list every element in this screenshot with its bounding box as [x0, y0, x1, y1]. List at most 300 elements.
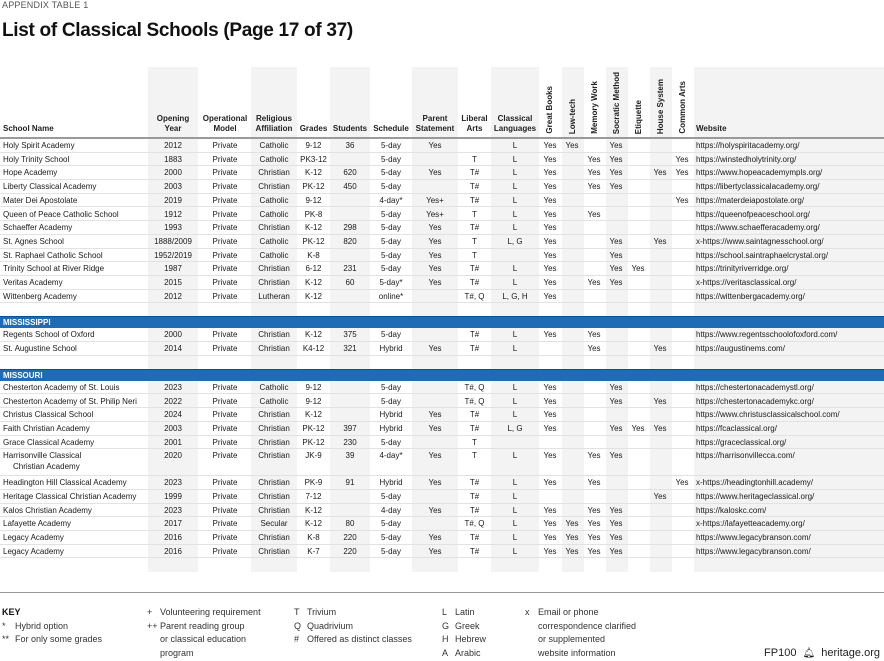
gb-cell: Yes — [543, 546, 557, 556]
year-cell: 1987 — [164, 264, 182, 274]
schedule-cell: 5-day — [380, 223, 401, 233]
sm-cell: Yes — [609, 250, 623, 260]
gb-cell: Yes — [543, 410, 557, 420]
mw-cell: Yes — [587, 478, 601, 488]
year-cell: 2012 — [164, 291, 182, 301]
affil-cell: Lutheran — [258, 291, 290, 301]
grades-cell: PK-9 — [304, 478, 323, 488]
website-link[interactable]: https://www.heritageclassical.org/ — [696, 492, 815, 501]
sm-cell: Yes — [609, 141, 623, 150]
model-cell: Private — [212, 437, 238, 447]
year-cell: 1952/2019 — [154, 250, 192, 260]
year-cell: 2016 — [164, 546, 182, 556]
key-item: L Latin — [442, 607, 475, 617]
liberal-cell: T#, Q — [464, 291, 485, 301]
model-cell: Private — [212, 505, 238, 515]
affil-cell: Christian — [258, 423, 290, 433]
students-cell: 36 — [345, 141, 355, 150]
parent-cell: Yes+ — [426, 195, 444, 205]
liberty-bell-icon: 🔔︎ — [802, 648, 816, 659]
website-link[interactable]: https://chestertonacademykc.org/ — [696, 396, 814, 406]
school-name-cell: St. Agnes School — [3, 236, 64, 246]
year-cell: 2023 — [164, 505, 182, 515]
school-name-cell: Headington Hill Classical Academy — [3, 478, 127, 488]
lang-cell: L, G, H — [502, 291, 528, 301]
hs-cell: Yes — [653, 492, 667, 501]
table-row — [0, 342, 884, 356]
year-cell: 2000 — [164, 330, 182, 340]
key-item: * Hybrid option — [2, 620, 69, 631]
sm-cell: Yes — [609, 236, 623, 246]
school-name-cell: Christus Classical School — [3, 410, 94, 420]
affil-cell: Catholic — [259, 382, 289, 392]
header-opening-year: Opening Year — [156, 114, 190, 133]
table-row — [0, 290, 884, 304]
table-row — [0, 328, 884, 342]
affil-cell: Christian — [258, 278, 290, 287]
website-link[interactable]: https://harrisonvillecca.com/ — [696, 451, 795, 461]
affil-cell: Catholic — [259, 195, 289, 205]
header-operational-model: Operational Model — [202, 114, 248, 133]
parent-cell: Yes — [428, 141, 442, 150]
affil-cell: Christian — [258, 330, 290, 340]
grades-cell: K-12 — [305, 505, 322, 515]
ca-cell: Yes — [675, 478, 689, 488]
schedule-cell: online* — [378, 291, 404, 301]
parent-cell: Yes — [428, 250, 442, 260]
table-row — [0, 476, 884, 490]
model-cell: Private — [212, 236, 238, 246]
gb-cell: Yes — [543, 396, 557, 406]
table-header — [0, 67, 884, 137]
grades-cell: PK-12 — [302, 236, 325, 246]
liberal-cell: T# — [469, 478, 480, 488]
schedule-cell: 5-day — [380, 182, 401, 192]
table-row — [0, 504, 884, 518]
parent-cell: Yes — [428, 264, 442, 274]
website-link[interactable]: https://holyspiritacademy.org/ — [696, 141, 800, 150]
model-cell: Private — [212, 209, 238, 219]
lang-cell: L — [512, 168, 518, 178]
et-cell: Yes — [631, 423, 645, 433]
year-cell: 2000 — [164, 168, 182, 178]
header-website: Website — [696, 124, 727, 133]
school-name-cell: St. Augustine School — [3, 344, 77, 354]
grades-cell: PK-12 — [302, 423, 325, 433]
model-cell: Private — [212, 533, 238, 543]
grades-cell: 9-12 — [305, 195, 322, 205]
key-item-cont: correspondence clarified — [538, 620, 637, 631]
gb-cell: Yes — [543, 291, 557, 301]
website-link[interactable]: https://augustinems.com/ — [696, 344, 785, 354]
lang-cell: L — [512, 344, 518, 354]
mw-cell: Yes — [587, 278, 601, 287]
year-cell: 2003 — [164, 423, 182, 433]
affil-cell: Christian — [258, 437, 290, 447]
schedule-cell: 5-day — [380, 154, 401, 164]
website-link[interactable]: https://www.regentsschoolofoxford.com/ — [696, 330, 838, 340]
website-link[interactable]: https://libertyclassicalacademy.org/ — [696, 182, 820, 192]
gb-cell: Yes — [543, 330, 557, 340]
parent-cell: Yes — [428, 505, 442, 515]
year-cell: 2019 — [164, 195, 182, 205]
website-link[interactable]: https://www.hopeacademympls.org/ — [696, 168, 823, 178]
schedule-cell: 5-day — [380, 533, 401, 543]
liberal-cell: T#, Q — [464, 382, 485, 392]
liberal-cell: T# — [469, 264, 480, 274]
liberal-cell: T#, Q — [464, 396, 485, 406]
lt-cell: Yes — [565, 141, 579, 150]
header-parent-statement: Parent Statement — [415, 114, 455, 133]
table-row — [0, 166, 884, 180]
gb-cell: Yes — [543, 533, 557, 543]
model-cell: Private — [212, 330, 238, 340]
lang-cell: L — [512, 519, 518, 529]
key-item: ++ Parent reading group — [147, 620, 245, 631]
liberal-cell: T# — [469, 182, 480, 192]
parent-cell: Yes — [428, 168, 442, 178]
grades-cell: K-8 — [307, 533, 320, 543]
schedule-cell: 5-day — [380, 519, 401, 529]
gb-cell: Yes — [543, 519, 557, 529]
website-link[interactable]: https://www.schaefferacademy.org/ — [696, 223, 820, 233]
schedule-cell: 5-day — [380, 546, 401, 556]
website-link[interactable]: https://queenofpeaceschool.org/ — [696, 209, 810, 219]
model-cell: Private — [212, 141, 238, 150]
schedule-cell: 5-day — [380, 330, 401, 340]
model-cell: Private — [212, 154, 238, 164]
affil-cell: Catholic — [259, 154, 289, 164]
lang-cell: L — [512, 546, 518, 556]
table-row — [0, 262, 884, 276]
table-row — [0, 153, 884, 167]
website-link[interactable]: https://www.christusclassicalschool.com/ — [696, 410, 840, 420]
header-low-tech: Low-tech — [568, 98, 577, 134]
grades-cell: PK-12 — [302, 182, 325, 192]
students-cell: 60 — [345, 278, 355, 287]
website-link[interactable]: x-https://lafayetteacademy.org/ — [696, 519, 805, 529]
grades-cell: 7-12 — [305, 492, 322, 501]
schedule-cell: 4-day — [380, 505, 401, 515]
schedule-cell: 5-day — [380, 437, 401, 447]
liberal-cell: T# — [469, 278, 480, 287]
sm-cell: Yes — [609, 278, 623, 287]
footer-brand — [764, 647, 880, 659]
year-cell: 2023 — [164, 382, 182, 392]
sm-cell: Yes — [609, 533, 623, 543]
key-col-2 — [147, 606, 261, 660]
students-cell: 450 — [343, 182, 357, 192]
website-link[interactable]: https://chestertonacademystl.org/ — [696, 382, 814, 392]
key-col-5 — [525, 606, 636, 660]
school-name-cell: Harrisonville Classical Christian Academy — [3, 451, 82, 472]
page-title: List of Classical Schools (Page 17 of 37) — [2, 20, 353, 41]
year-cell: 2001 — [164, 437, 182, 447]
liberal-cell: T# — [469, 492, 480, 501]
affil-cell: Christian — [258, 546, 290, 556]
liberal-cell: T — [472, 236, 477, 246]
table-row — [0, 422, 884, 436]
school-name-cell: Faith Christian Academy — [3, 423, 90, 433]
liberal-cell: T — [472, 154, 477, 164]
website-link[interactable]: https://www.legacybranson.com/ — [696, 533, 811, 543]
table-row — [0, 139, 884, 153]
lang-cell: L — [512, 278, 518, 287]
header-common-arts: Common Arts — [678, 81, 687, 134]
website-link[interactable]: x-https://veritasclassical.org/ — [696, 278, 797, 287]
header-schedule: Schedule — [373, 124, 409, 133]
header-school-name: School Name — [3, 124, 54, 133]
model-cell: Private — [212, 344, 238, 354]
grades-cell: K4-12 — [302, 344, 325, 354]
grades-cell: PK-12 — [302, 437, 325, 447]
mw-cell: Yes — [587, 330, 601, 340]
school-name-cell: Kalos Christian Academy — [3, 505, 92, 515]
sm-cell: Yes — [609, 423, 623, 433]
liberal-cell: T# — [469, 330, 480, 340]
liberal-cell: T — [472, 437, 477, 447]
school-name-cell: Legacy Academy — [3, 533, 64, 543]
mw-cell: Yes — [587, 209, 601, 219]
sm-cell: Yes — [609, 382, 623, 392]
students-cell: 620 — [343, 168, 357, 178]
section-header-missouri — [0, 369, 884, 381]
lang-cell: L — [512, 182, 518, 192]
schedule-cell: 5-day — [380, 264, 401, 274]
liberal-cell: T# — [469, 533, 480, 543]
gb-cell: Yes — [543, 223, 557, 233]
students-cell: 231 — [343, 264, 357, 274]
parent-cell: Yes — [428, 223, 442, 233]
schedule-cell: 5-day — [380, 396, 401, 406]
affil-cell: Christian — [258, 505, 290, 515]
affil-cell: Catholic — [259, 141, 289, 150]
parent-cell: Yes — [428, 451, 442, 461]
header-memory-work: Memory Work — [590, 81, 599, 134]
affil-cell: Secular — [260, 519, 288, 529]
liberal-cell: T — [472, 250, 477, 260]
header-religious-affiliation: Religious Affiliation — [255, 114, 293, 133]
affil-cell: Christian — [258, 533, 290, 543]
header-liberal-arts: Liberal Arts — [461, 114, 488, 133]
model-cell: Private — [212, 546, 238, 556]
table-row — [0, 436, 884, 450]
students-cell: 91 — [345, 478, 355, 488]
lang-cell: L — [512, 396, 518, 406]
year-cell: 2017 — [164, 519, 182, 529]
grades-cell: PK3-12 — [300, 154, 327, 164]
header-socratic-method: Socratic Method — [612, 71, 621, 134]
website-link[interactable]: https://wittenbergacademy.org/ — [696, 291, 805, 301]
school-name-cell: Liberty Classical Academy — [3, 182, 97, 192]
key-item: # Offered as distinct classes — [294, 634, 412, 644]
parent-cell: Yes — [428, 546, 442, 556]
table-row — [0, 395, 884, 409]
lang-cell: L, G — [507, 236, 523, 246]
table-row — [0, 194, 884, 208]
website-link[interactable]: x-https://www.saintagnesschool.org/ — [696, 236, 824, 246]
footer-rule — [0, 592, 884, 593]
table-row — [0, 449, 884, 476]
model-cell: Private — [212, 264, 238, 274]
school-name-cell: Chesterton Academy of St. Louis — [3, 382, 120, 392]
site-link[interactable]: heritage.org — [821, 647, 880, 659]
grades-cell: K-12 — [305, 168, 322, 178]
gb-cell: Yes — [543, 209, 557, 219]
key-item-cont: or classical education — [160, 634, 247, 644]
model-cell: Private — [212, 168, 238, 178]
sm-cell: Yes — [609, 396, 623, 406]
eyebrow-label: APPENDIX TABLE 1 — [2, 0, 89, 10]
year-cell: 2024 — [164, 410, 182, 420]
school-name-cell: Heritage Classical Christian Academy — [3, 492, 137, 501]
affil-cell: Christian — [258, 451, 290, 461]
mw-cell: Yes — [587, 519, 601, 529]
model-cell: Private — [212, 195, 238, 205]
website-link[interactable]: https://graceclassical.org/ — [696, 437, 787, 447]
affil-cell: Christian — [258, 168, 290, 178]
table-row — [0, 180, 884, 194]
school-name-cell: Grace Classical Academy — [3, 437, 95, 447]
school-name-cell: Schaeffer Academy — [3, 223, 73, 233]
ca-cell: Yes — [675, 154, 689, 164]
affil-cell: Catholic — [259, 396, 289, 406]
year-cell: 1999 — [164, 492, 182, 501]
liberal-cell: T# — [469, 505, 480, 515]
website-link[interactable]: https://winstedholytrinity.org/ — [696, 154, 797, 164]
year-cell: 1883 — [164, 154, 182, 164]
schedule-cell: Hybrid — [379, 344, 403, 354]
model-cell: Private — [212, 291, 238, 301]
hs-cell: Yes — [653, 236, 667, 246]
liberal-cell: T# — [469, 195, 480, 205]
year-cell: 2014 — [164, 344, 182, 354]
liberal-cell: T# — [469, 344, 480, 354]
year-cell: 1888/2009 — [154, 236, 192, 246]
liberal-cell: T# — [469, 423, 480, 433]
mw-cell: Yes — [587, 546, 601, 556]
affil-cell: Catholic — [259, 236, 289, 246]
lang-cell: L — [512, 492, 518, 501]
gb-cell: Yes — [543, 423, 557, 433]
school-name-cell: Trinity School at River Ridge — [3, 264, 105, 274]
students-cell: 220 — [343, 546, 357, 556]
sm-cell: Yes — [609, 546, 623, 556]
sm-cell: Yes — [609, 264, 623, 274]
header-great-books: Great Books — [545, 86, 554, 134]
model-cell: Private — [212, 451, 238, 461]
table-row — [0, 490, 884, 504]
key-col-3 — [294, 606, 412, 647]
model-cell: Private — [212, 519, 238, 529]
table-row — [0, 249, 884, 263]
et-cell: Yes — [631, 264, 645, 274]
lang-cell: L — [512, 478, 518, 488]
affil-cell: Christian — [258, 223, 290, 233]
model-cell: Private — [212, 182, 238, 192]
grades-cell: K-12 — [305, 223, 322, 233]
section-state-label: MISSOURI — [3, 370, 43, 380]
year-cell: 2022 — [164, 396, 182, 406]
schedule-cell: 5-day — [380, 492, 401, 501]
gb-cell: Yes — [543, 264, 557, 274]
table-row — [0, 531, 884, 545]
students-cell: 220 — [343, 533, 357, 543]
students-cell: 298 — [343, 223, 357, 233]
key-item: H Hebrew — [442, 634, 487, 644]
website-link[interactable]: https://trinityriverridge.org/ — [696, 264, 789, 274]
gb-cell: Yes — [543, 250, 557, 260]
model-cell: Private — [212, 410, 238, 420]
liberal-cell: T — [472, 451, 477, 461]
header-grades: Grades — [299, 124, 328, 133]
schedule-cell: 5-day — [380, 236, 401, 246]
school-name-cell: Legacy Academy — [3, 546, 64, 556]
gb-cell: Yes — [543, 168, 557, 178]
lt-cell: Yes — [565, 546, 579, 556]
table-row — [0, 276, 884, 290]
affil-cell: Catholic — [259, 209, 289, 219]
grades-cell: 9-12 — [305, 141, 322, 150]
students-cell: 80 — [345, 519, 355, 529]
year-cell: 2020 — [164, 451, 182, 461]
gb-cell: Yes — [543, 278, 557, 287]
sm-cell: Yes — [609, 519, 623, 529]
website-link[interactable]: x-https://headingtonhill.academy/ — [696, 478, 813, 488]
mw-cell: Yes — [587, 533, 601, 543]
gb-cell: Yes — [543, 141, 557, 150]
affil-cell: Catholic — [259, 250, 289, 260]
website-link[interactable]: https://kaloskc.com/ — [696, 505, 767, 515]
sm-cell: Yes — [609, 168, 623, 178]
table-row — [0, 517, 884, 531]
parent-cell: Yes — [428, 533, 442, 543]
section-state-label: MISSISSIPPI — [3, 318, 51, 328]
key-item: ** For only some grades — [2, 634, 103, 644]
table-row — [0, 235, 884, 249]
schedule-cell: 5-day — [380, 382, 401, 392]
school-name-cell: Lafayette Academy — [3, 519, 72, 529]
year-cell: 2023 — [164, 478, 182, 488]
gb-cell: Yes — [543, 182, 557, 192]
website-link[interactable]: https://school.saintraphaelcrystal.org/ — [696, 250, 829, 260]
schedule-cell: Hybrid — [379, 478, 403, 488]
school-name-cell: Queen of Peace Catholic School — [3, 209, 119, 219]
schedule-cell: Hybrid — [379, 423, 403, 433]
website-link[interactable]: https://fcaclassical.org/ — [696, 423, 777, 433]
table-row — [0, 381, 884, 395]
mw-cell: Yes — [587, 344, 601, 354]
lang-cell: L — [512, 209, 518, 219]
year-cell: 2015 — [164, 278, 182, 287]
affil-cell: Christian — [258, 344, 290, 354]
key-title: KEY — [2, 607, 21, 617]
lang-cell: L — [512, 195, 518, 205]
lang-cell: L — [512, 264, 518, 274]
gb-cell: Yes — [543, 451, 557, 461]
students-cell: 230 — [343, 437, 357, 447]
students-cell: 397 — [343, 423, 357, 433]
school-name-cell: Holy Trinity School — [3, 154, 70, 164]
table-row — [0, 545, 884, 559]
ca-cell: Yes — [675, 195, 689, 205]
gb-cell: Yes — [543, 382, 557, 392]
lang-cell: L — [512, 533, 518, 543]
grades-cell: K-12 — [305, 291, 322, 301]
school-name-cell: Regents School of Oxford — [3, 330, 95, 340]
website-link[interactable]: https://materdeiapostolate.org/ — [696, 195, 805, 205]
website-link[interactable]: https://www.legacybranson.com/ — [696, 546, 811, 556]
